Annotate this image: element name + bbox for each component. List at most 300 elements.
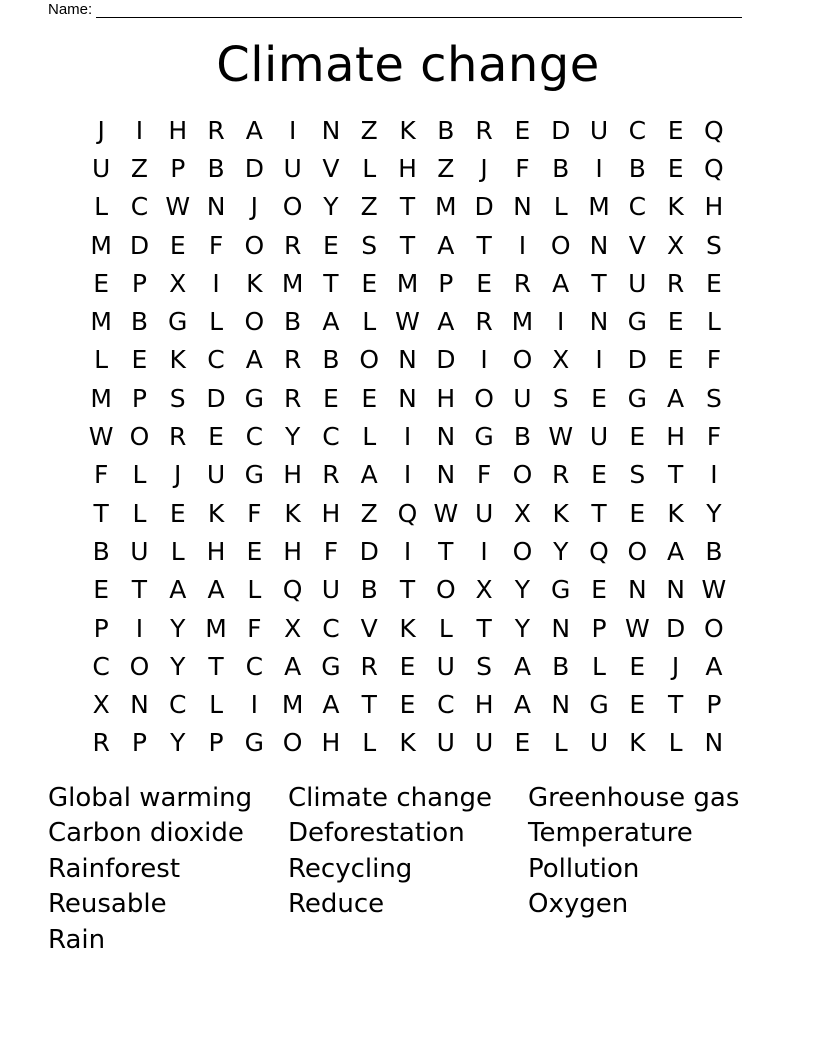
name-field <box>48 0 742 18</box>
grid-letter: M <box>588 192 610 222</box>
grid-letter: T <box>438 536 454 566</box>
grid-letter: H <box>321 498 341 528</box>
grid-letter: R <box>207 115 225 145</box>
grid-letter: Y <box>514 613 531 643</box>
grid-letter: R <box>283 383 302 413</box>
grid-letter: B <box>513 422 531 452</box>
word-list-item: Reusable <box>48 889 167 920</box>
grid-letter: I <box>135 613 144 643</box>
grid-letter: R <box>169 422 187 452</box>
grid-letter: S <box>705 383 722 413</box>
grid-letter: E <box>323 383 339 413</box>
grid-letter: B <box>552 651 570 681</box>
grid-letter: N <box>551 690 571 720</box>
grid-letter: O <box>474 383 494 413</box>
grid-letter: Y <box>170 613 186 643</box>
grid-letter: S <box>476 651 493 681</box>
grid-letter: T <box>667 460 684 490</box>
grid-letter: L <box>362 728 377 758</box>
grid-letter: C <box>628 192 647 222</box>
grid-letter: I <box>480 536 488 566</box>
grid-letter: U <box>436 651 455 681</box>
grid-letter: L <box>438 613 453 643</box>
grid-letter: L <box>592 651 606 681</box>
grid-letter: U <box>628 268 647 298</box>
grid-letter: E <box>667 307 684 337</box>
grid-letter: N <box>436 422 456 452</box>
grid-letter: K <box>552 498 569 528</box>
grid-letter: I <box>403 536 412 566</box>
word-list-item: Temperature <box>528 818 693 849</box>
grid-letter: F <box>706 422 722 452</box>
grid-letter: O <box>704 613 724 643</box>
grid-letter: P <box>438 268 454 298</box>
grid-letter: U <box>589 728 609 758</box>
grid-letter: I <box>403 460 412 490</box>
grid-letter: O <box>129 422 150 452</box>
grid-letter: Y <box>706 498 722 528</box>
grid-letter: P <box>208 728 224 758</box>
grid-letter: L <box>132 498 147 528</box>
grid-letter: C <box>207 345 225 375</box>
grid-letter: I <box>288 115 297 145</box>
grid-letter: S <box>552 383 569 413</box>
grid-letter: O <box>512 536 533 566</box>
grid-letter: F <box>515 153 530 183</box>
grid-letter: G <box>474 422 494 452</box>
grid-letter: R <box>283 345 302 375</box>
grid-letter: J <box>97 115 105 145</box>
letter-grid <box>82 111 734 762</box>
grid-letter: U <box>513 383 532 413</box>
word-list-item: Rainforest <box>48 853 181 884</box>
grid-letter: L <box>94 192 109 222</box>
grid-letter: T <box>361 690 377 720</box>
grid-letter: C <box>169 690 187 720</box>
grid-letter: N <box>436 460 456 490</box>
grid-letter: C <box>322 613 340 643</box>
grid-letter: L <box>362 153 377 183</box>
grid-letter: W <box>165 192 191 222</box>
word-list-item: Climate change <box>288 782 493 813</box>
grid-letter: E <box>399 651 416 681</box>
grid-letter: K <box>399 613 416 643</box>
grid-letter: R <box>322 460 340 490</box>
grid-letter: Y <box>284 422 301 452</box>
grid-letter: J <box>480 153 488 183</box>
grid-letter: C <box>322 422 340 452</box>
grid-letter: L <box>170 536 185 566</box>
grid-letter: P <box>591 613 607 643</box>
grid-letter: L <box>209 690 223 720</box>
grid-letter: Z <box>360 498 378 528</box>
grid-letter: P <box>131 728 147 758</box>
grid-letter: U <box>321 575 341 605</box>
grid-letter: W <box>624 613 650 643</box>
grid-letter: A <box>284 651 302 681</box>
grid-letter: L <box>668 728 683 758</box>
word-list-item: Reduce <box>288 889 385 920</box>
grid-letter: A <box>437 230 455 260</box>
grid-letter: D <box>665 613 686 643</box>
grid-letter: A <box>552 268 570 298</box>
grid-letter: T <box>399 230 416 260</box>
word-list <box>48 780 768 958</box>
grid-letter: K <box>169 345 186 375</box>
grid-letter: J <box>250 192 259 222</box>
grid-letter: O <box>512 345 533 375</box>
grid-letter: W <box>395 307 420 337</box>
grid-letter: B <box>705 536 723 566</box>
grid-letter: B <box>130 307 149 337</box>
grid-letter: L <box>553 728 568 758</box>
grid-letter: E <box>629 690 646 720</box>
grid-letter: A <box>667 536 685 566</box>
grid-letter: P <box>131 383 147 413</box>
grid-letter: A <box>322 307 340 337</box>
grid-letter: B <box>92 536 110 566</box>
grid-letter: K <box>207 498 225 528</box>
grid-letter: B <box>360 575 378 605</box>
grid-letter: I <box>595 345 603 375</box>
grid-letter: L <box>553 192 568 222</box>
grid-letter: H <box>666 422 685 452</box>
grid-letter: N <box>704 728 724 758</box>
grid-letter: Z <box>437 153 455 183</box>
grid-letter: G <box>244 383 265 413</box>
grid-letter: R <box>666 268 685 298</box>
grid-letter: E <box>591 460 607 490</box>
grid-letter: G <box>168 307 188 337</box>
word-list-item: Oxygen <box>528 889 629 920</box>
grid-letter: E <box>93 268 110 298</box>
grid-letter: M <box>205 613 227 643</box>
grid-letter: Y <box>170 728 186 758</box>
grid-letter: E <box>629 498 646 528</box>
grid-letter: M <box>90 230 112 260</box>
grid-letter: G <box>589 690 609 720</box>
grid-letter: M <box>90 307 112 337</box>
grid-letter: D <box>474 192 494 222</box>
grid-letter: X <box>284 613 302 643</box>
grid-letter: O <box>512 460 533 490</box>
grid-letter: E <box>361 383 378 413</box>
grid-letter: N <box>513 192 532 222</box>
grid-letter: A <box>207 575 225 605</box>
grid-letter: L <box>94 345 109 375</box>
grid-letter: U <box>130 536 149 566</box>
grid-letter: P <box>93 613 109 643</box>
grid-letter: I <box>557 307 565 337</box>
grid-letter: M <box>396 268 419 298</box>
grid-letter: F <box>247 498 262 528</box>
grid-letter: U <box>206 460 226 490</box>
grid-letter: E <box>667 153 684 183</box>
grid-letter: R <box>475 307 493 337</box>
grid-letter: F <box>706 345 722 375</box>
grid-letter: B <box>552 153 570 183</box>
grid-letter: Y <box>170 651 186 681</box>
grid-letter: C <box>130 192 149 222</box>
grid-letter: S <box>629 460 646 490</box>
grid-letter: F <box>476 460 492 490</box>
grid-letter: O <box>359 345 380 375</box>
grid-letter: T <box>323 268 339 298</box>
grid-letter: R <box>360 651 378 681</box>
grid-letter: T <box>131 575 148 605</box>
grid-letter: A <box>245 115 263 145</box>
grid-letter: E <box>629 651 646 681</box>
grid-letter: I <box>518 230 527 260</box>
grid-letter: A <box>513 690 531 720</box>
grid-letter: N <box>589 230 609 260</box>
grid-letter: E <box>399 690 416 720</box>
grid-letter: X <box>92 690 110 720</box>
grid-letter: O <box>244 307 265 337</box>
grid-letter: I <box>403 422 412 452</box>
grid-letter: M <box>281 268 304 298</box>
grid-letter: W <box>548 422 574 452</box>
grid-letter: G <box>551 575 571 605</box>
grid-letter: I <box>480 345 488 375</box>
grid-letter: U <box>474 728 494 758</box>
word-list-item: Deforestation <box>288 818 465 849</box>
grid-letter: H <box>474 690 494 720</box>
grid-letter: B <box>437 115 455 145</box>
grid-letter: I <box>135 115 144 145</box>
grid-letter: E <box>514 115 531 145</box>
grid-letter: T <box>208 651 224 681</box>
grid-letter: G <box>627 307 647 337</box>
grid-letter: Q <box>589 536 609 566</box>
grid-letter: H <box>206 536 226 566</box>
grid-letter: R <box>475 115 493 145</box>
grid-letter: Q <box>704 153 724 183</box>
grid-letter: Y <box>323 192 339 222</box>
grid-letter: P <box>170 153 186 183</box>
grid-letter: U <box>474 498 494 528</box>
grid-letter: I <box>250 690 259 720</box>
grid-letter: L <box>209 307 223 337</box>
grid-letter: W <box>88 422 114 452</box>
grid-letter: T <box>667 690 684 720</box>
grid-letter: A <box>169 575 187 605</box>
grid-letter: E <box>246 536 263 566</box>
grid-letter: N <box>398 345 417 375</box>
grid-letter: D <box>551 115 571 145</box>
grid-letter: K <box>399 728 416 758</box>
grid-letter: E <box>591 383 607 413</box>
grid-letter: H <box>283 460 303 490</box>
grid-letter: X <box>169 268 187 298</box>
grid-letter: L <box>706 307 721 337</box>
word-list-item: Recycling <box>288 853 413 884</box>
grid-letter: K <box>629 728 646 758</box>
grid-letter: O <box>282 728 303 758</box>
grid-letter: K <box>284 498 301 528</box>
grid-letter: M <box>511 307 534 337</box>
grid-letter: Z <box>130 153 149 183</box>
grid-letter: R <box>283 230 302 260</box>
grid-letter: N <box>627 575 647 605</box>
grid-letter: X <box>667 230 685 260</box>
grid-letter: D <box>627 345 647 375</box>
grid-letter: Y <box>553 536 569 566</box>
grid-letter: H <box>398 153 417 183</box>
grid-letter: U <box>589 115 609 145</box>
grid-letter: L <box>132 460 147 490</box>
grid-letter: C <box>92 651 110 681</box>
grid-letter: X <box>513 498 531 528</box>
grid-letter: N <box>398 383 417 413</box>
grid-letter: E <box>169 498 186 528</box>
grid-letter: H <box>168 115 188 145</box>
grid-letter: X <box>552 345 570 375</box>
grid-letter: J <box>671 651 680 681</box>
grid-letter: D <box>206 383 226 413</box>
grid-letter: O <box>244 230 265 260</box>
grid-letter: L <box>247 575 262 605</box>
grid-letter: N <box>666 575 685 605</box>
grid-letter: G <box>627 383 647 413</box>
grid-letter: O <box>129 651 150 681</box>
grid-letter: Z <box>360 115 378 145</box>
grid-letter: I <box>212 268 220 298</box>
grid-letter: U <box>283 153 302 183</box>
grid-letter: E <box>591 575 607 605</box>
grid-letter: K <box>399 115 416 145</box>
grid-letter: E <box>667 345 684 375</box>
grid-letter: T <box>476 613 492 643</box>
grid-letter: B <box>628 153 646 183</box>
grid-letter: U <box>436 728 455 758</box>
grid-letter: A <box>667 383 685 413</box>
grid-letter: I <box>710 460 718 490</box>
grid-letter: A <box>360 460 378 490</box>
word-list-item: Greenhouse gas <box>528 782 740 813</box>
grid-letter: E <box>93 575 110 605</box>
grid-letter: L <box>362 307 377 337</box>
grid-letter: P <box>131 268 147 298</box>
word-list-item: Rain <box>48 924 106 955</box>
grid-letter: M <box>90 383 112 413</box>
grid-letter: Y <box>514 575 531 605</box>
grid-letter: D <box>244 153 264 183</box>
name-label: Name: <box>48 1 93 18</box>
grid-letter: E <box>667 115 684 145</box>
grid-letter: W <box>701 575 727 605</box>
grid-letter: E <box>131 345 148 375</box>
grid-letter: G <box>244 460 265 490</box>
grid-letter: Q <box>282 575 303 605</box>
grid-letter: N <box>206 192 226 222</box>
grid-letter: K <box>246 268 263 298</box>
grid-letter: V <box>322 153 340 183</box>
grid-letter: E <box>629 422 646 452</box>
grid-letter: O <box>627 536 648 566</box>
grid-letter: H <box>704 192 724 222</box>
grid-letter: O <box>550 230 571 260</box>
grid-letter: T <box>399 192 416 222</box>
grid-letter: S <box>705 230 722 260</box>
grid-letter: D <box>129 230 150 260</box>
grid-letter: R <box>552 460 570 490</box>
grid-letter: V <box>360 613 378 643</box>
grid-letter: A <box>322 690 340 720</box>
grid-letter: E <box>476 268 493 298</box>
grid-letter: V <box>628 230 646 260</box>
grid-letter: T <box>591 268 607 298</box>
grid-letter: X <box>475 575 493 605</box>
grid-letter: B <box>284 307 302 337</box>
grid-letter: E <box>361 268 378 298</box>
word-list-item: Carbon dioxide <box>48 818 244 849</box>
grid-letter: E <box>706 268 722 298</box>
grid-letter: G <box>244 728 265 758</box>
grid-letter: D <box>359 536 379 566</box>
grid-letter: K <box>667 498 684 528</box>
grid-letter: M <box>435 192 457 222</box>
grid-letter: A <box>245 345 263 375</box>
page-title: Climate change <box>216 37 600 93</box>
grid-letter: R <box>92 728 110 758</box>
grid-letter: C <box>628 115 647 145</box>
grid-letter: O <box>282 192 303 222</box>
grid-letter: B <box>322 345 340 375</box>
grid-letter: E <box>208 422 224 452</box>
grid-letter: A <box>513 651 531 681</box>
grid-letter: W <box>433 498 459 528</box>
grid-letter: J <box>174 460 182 490</box>
name-line <box>96 2 742 18</box>
grid-letter: T <box>93 498 109 528</box>
grid-letter: T <box>399 575 416 605</box>
grid-letter: M <box>281 690 304 720</box>
grid-letter: T <box>591 498 607 528</box>
grid-letter: F <box>247 613 262 643</box>
grid-letter: N <box>130 690 149 720</box>
grid-letter: U <box>589 422 609 452</box>
grid-letter: S <box>361 230 378 260</box>
grid-letter: Q <box>704 115 724 145</box>
grid-letter: Q <box>397 498 418 528</box>
grid-letter: F <box>208 230 224 260</box>
word-list-item: Global warming <box>48 782 253 813</box>
grid-letter: E <box>169 230 186 260</box>
grid-letter: O <box>435 575 456 605</box>
grid-letter: N <box>321 115 341 145</box>
grid-letter: C <box>245 651 264 681</box>
grid-letter: C <box>437 690 455 720</box>
grid-letter: U <box>91 153 111 183</box>
grid-letter: A <box>705 651 723 681</box>
grid-letter: R <box>513 268 532 298</box>
grid-letter: N <box>589 307 609 337</box>
grid-letter: C <box>245 422 264 452</box>
grid-letter: E <box>514 728 531 758</box>
grid-letter: H <box>283 536 303 566</box>
grid-letter: H <box>436 383 456 413</box>
grid-letter: F <box>323 536 339 566</box>
grid-letter: N <box>551 613 571 643</box>
grid-letter: E <box>323 230 339 260</box>
grid-letter: P <box>706 690 722 720</box>
word-list-item: Pollution <box>528 853 640 884</box>
grid-letter: F <box>93 460 109 490</box>
grid-letter: K <box>667 192 684 222</box>
grid-letter: I <box>595 153 603 183</box>
grid-letter: G <box>321 651 341 681</box>
